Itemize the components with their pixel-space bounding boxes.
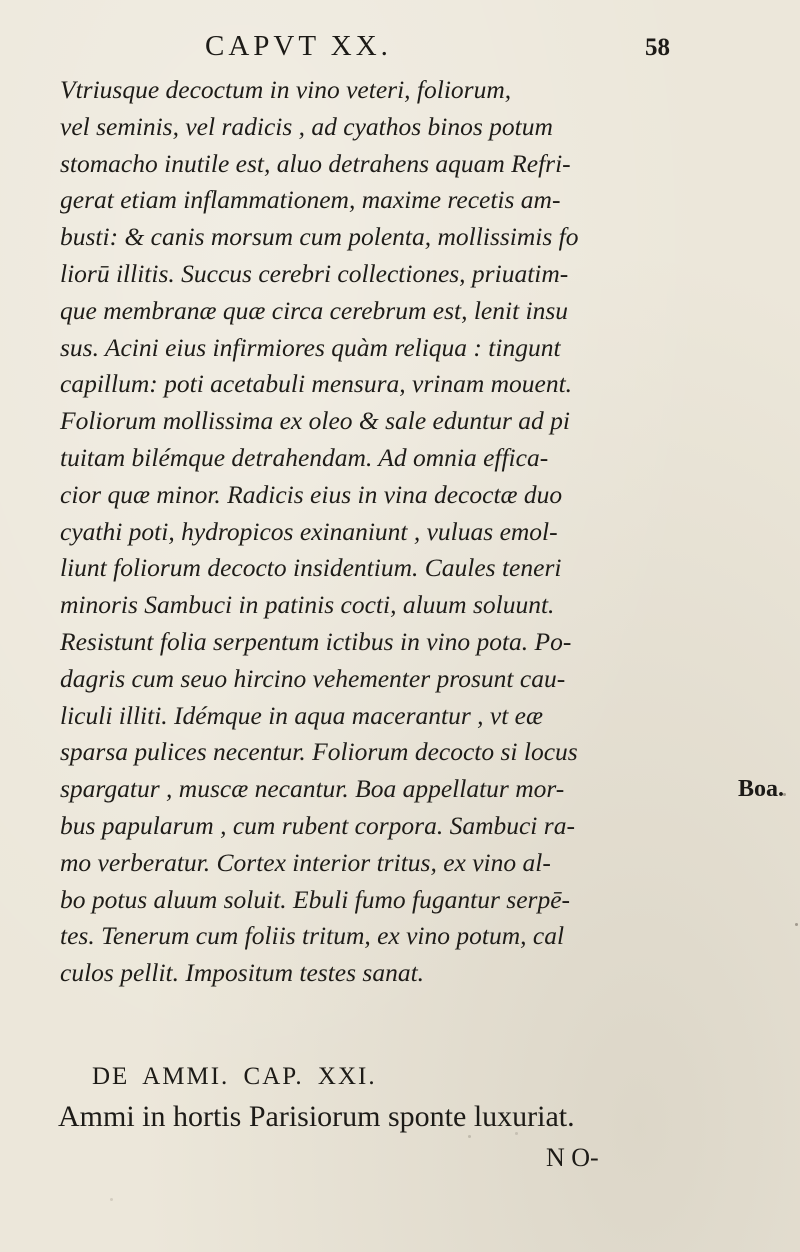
paper-speck: [515, 1132, 518, 1135]
text-line: Resistunt folia serpentum ictibus in vino pota. Po-: [60, 626, 572, 656]
chapter-first-line: Ammi in hortis Parisiorum sponte luxuriat.: [58, 1100, 575, 1133]
text-line: tuitam bilémque detrahendam. Ad omnia effica-: [60, 442, 549, 472]
text-line: vel seminis, vel radicis , ad cyathos binos potum: [60, 111, 553, 141]
page-number: 58: [645, 34, 670, 61]
text-line: tes. Tenerum cum foliis tritum, ex vino potum, cal: [60, 921, 565, 951]
text-line: gerat etiam inflammationem, maxime recetis am-: [60, 185, 561, 215]
page-header: [0, 28, 800, 72]
text-line: liculi illiti. Idémque in aqua macerantur , vt eæ: [60, 700, 544, 730]
paper-speck: [795, 923, 798, 926]
text-line: capillum: poti acetabuli mensura, vrinam mouent.: [60, 369, 573, 399]
text-line: busti: & canis morsum cum polenta, mollissimis fo: [60, 222, 579, 252]
text-line: Foliorum mollissima ex oleo & sale eduntur ad pi: [60, 406, 570, 436]
text-line: sparsa pulices necentur. Foliorum decocto si locus: [60, 737, 578, 767]
paper-speck: [783, 793, 786, 796]
running-head: CAPVT XX.: [205, 30, 392, 62]
paper-speck: [110, 1198, 113, 1201]
paper-speck: [468, 1135, 471, 1138]
text-line: minoris Sambuci in patinis cocti, aluum soluunt.: [60, 590, 555, 620]
text-line: stomacho inutile est, aluo detrahens aquam Refri-: [60, 148, 571, 178]
text-line: bo potus aluum soluit. Ebuli fumo fugantur serpē-: [60, 884, 570, 914]
text-line: sus. Acini eius infirmiores quàm reliqua : tingunt: [60, 332, 561, 362]
chapter-heading: DE AMMI. CAP. XXI.: [92, 1063, 377, 1090]
text-line: Vtriusque decoctum in vino veteri, foliorum,: [60, 75, 512, 104]
text-line: bus papularum , cum rubent corpora. Sambuci ra-: [60, 810, 575, 840]
text-line: liunt foliorum decocto insidentium. Caules teneri: [60, 553, 562, 583]
text-line: cior quæ minor. Radicis eius in vina decoctæ duo: [60, 479, 563, 509]
text-line: liorū illitis. Succus cerebri collectiones, priuatim-: [60, 258, 569, 288]
text-line: cyathi poti, hydropicos exinaniunt , vuluas emol-: [60, 516, 558, 546]
text-line: spargatur , muscæ necantur. Boa appellatur mor-: [60, 774, 565, 804]
text-line: dagris cum seuo hircino vehementer prosunt cau-: [60, 663, 566, 693]
text-line: que membranæ quæ circa cerebrum est, lenit insu: [60, 295, 569, 325]
body-text: [60, 72, 785, 992]
catchword: N O-: [546, 1143, 599, 1172]
text-line: mo verberatur. Cortex interior tritus, ex vino al-: [60, 847, 551, 877]
text-line: culos pellit. Impositum testes sanat.: [60, 958, 425, 988]
margin-note: Boa.: [738, 776, 785, 803]
